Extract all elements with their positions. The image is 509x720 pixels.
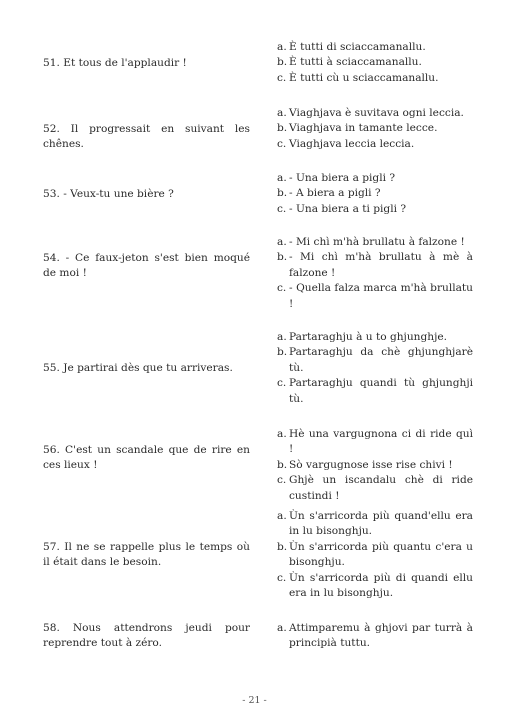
question-text: 54. - Ce faux-jeton s'est bien moqué de moi ! <box>43 252 250 280</box>
option-text: Partaraghju da chè ghjunghjarè tù. <box>289 346 473 374</box>
answer-options <box>277 106 473 152</box>
option-b <box>277 458 473 473</box>
answer-options <box>277 40 473 86</box>
option-text: - Mi chì m'hà brullatu à falzone ! <box>289 236 465 248</box>
option-a <box>277 171 473 186</box>
option-text: Ùn s'arricorda più quand'ellu era in lu bisonghju. <box>289 510 473 538</box>
option-b <box>277 540 473 571</box>
option-text: Viaghjava è suvitava ogni leccia. <box>289 107 464 119</box>
option-letter: b. <box>277 346 288 359</box>
question-text: 57. Il ne se rappelle plus le temps où il était dans le besoin. <box>43 541 250 569</box>
option-text: Partaraghju à u to ghjunghje. <box>289 331 448 343</box>
option-text: - Quella falza marca m'hà brullatu ! <box>289 282 473 310</box>
option-letter: c. <box>277 474 287 487</box>
option-text: Ghjè un iscandalu chè di ride custindi ! <box>289 474 473 502</box>
option-letter: c. <box>277 137 287 150</box>
option-letter: a. <box>277 331 287 343</box>
option-b <box>277 250 473 281</box>
option-b <box>277 55 473 70</box>
option-c <box>277 376 473 407</box>
option-text: Sò vargugnose isse rise chivi ! <box>289 458 453 471</box>
option-text: Partaraghju quandi tù ghjunghji tù. <box>289 377 473 405</box>
option-letter: c. <box>277 202 287 215</box>
option-letter: b. <box>277 122 288 135</box>
option-c <box>277 473 473 504</box>
option-text: - A biera a pigli ? <box>289 187 381 200</box>
option-letter: a. <box>277 107 287 119</box>
option-text: Viaghjava in tamante lecce. <box>289 122 438 135</box>
option-text: È tutti à sciaccamanallu. <box>289 56 422 69</box>
option-a <box>277 621 473 652</box>
answer-options <box>277 235 473 312</box>
answer-options <box>277 621 473 652</box>
option-letter: c. <box>277 282 287 295</box>
option-b <box>277 345 473 376</box>
option-text: Ùn s'arricorda più quantu c'era u bisonghju. <box>289 540 473 569</box>
question-text: 56. C'est un scandale que de rire en ces lieux ! <box>43 444 250 472</box>
question-text: 58. Nous attendrons jeudi pour reprendre tout à zéro. <box>43 622 250 650</box>
option-text: Hè una vargugnona ci di ride quì ! <box>289 428 473 456</box>
option-letter: a. <box>277 510 287 522</box>
option-c <box>277 137 473 152</box>
option-letter: c. <box>277 571 287 584</box>
option-b <box>277 121 473 136</box>
option-text: Attimparemu à ghjovi par turrà à principià tuttu. <box>289 622 473 650</box>
option-letter: b. <box>277 56 288 69</box>
option-a <box>277 330 473 345</box>
answer-options <box>277 509 473 601</box>
page-number: - 21 - <box>242 695 267 706</box>
option-letter: b. <box>277 187 288 200</box>
option-letter: c. <box>277 377 287 390</box>
option-a <box>277 106 473 121</box>
option-a <box>277 40 473 55</box>
question-text: 51. Et tous de l'applaudir ! <box>43 57 187 69</box>
option-text: - Una biera a ti pigli ? <box>289 202 407 215</box>
option-letter: a. <box>277 428 287 440</box>
option-text: - Una biera a pigli ? <box>289 172 396 184</box>
option-a <box>277 235 473 250</box>
option-c <box>277 281 473 312</box>
option-b <box>277 186 473 201</box>
answer-options <box>277 330 473 407</box>
option-text: Ùn s'arricorda più di quandi ellu era in lu bisonghju. <box>289 571 473 600</box>
option-a <box>277 509 473 540</box>
option-c <box>277 71 473 86</box>
option-text: Viaghjava leccia leccia. <box>289 137 415 150</box>
option-text: - Mi chì m'hà brullatu à mè à falzone ! <box>289 251 473 279</box>
option-letter: b. <box>277 458 288 471</box>
option-c <box>277 202 473 217</box>
question-text: 55. Je partirai dès que tu arriveras. <box>43 362 233 374</box>
option-c <box>277 571 473 602</box>
option-text: È tutti cù u sciaccamanallu. <box>289 71 439 84</box>
option-letter: b. <box>277 251 288 264</box>
option-letter: a. <box>277 622 287 634</box>
answer-options <box>277 427 473 504</box>
option-letter: c. <box>277 71 287 84</box>
option-text: È tutti di sciaccamanallu. <box>289 41 426 53</box>
question-text: 52. Il progressait en suivant les chênes. <box>43 123 250 151</box>
option-letter: b. <box>277 540 288 553</box>
option-letter: a. <box>277 172 287 184</box>
option-letter: a. <box>277 236 287 248</box>
option-letter: a. <box>277 41 287 53</box>
option-a <box>277 427 473 458</box>
question-text: 53. - Veux-tu une bière ? <box>43 188 174 200</box>
answer-options <box>277 171 473 217</box>
